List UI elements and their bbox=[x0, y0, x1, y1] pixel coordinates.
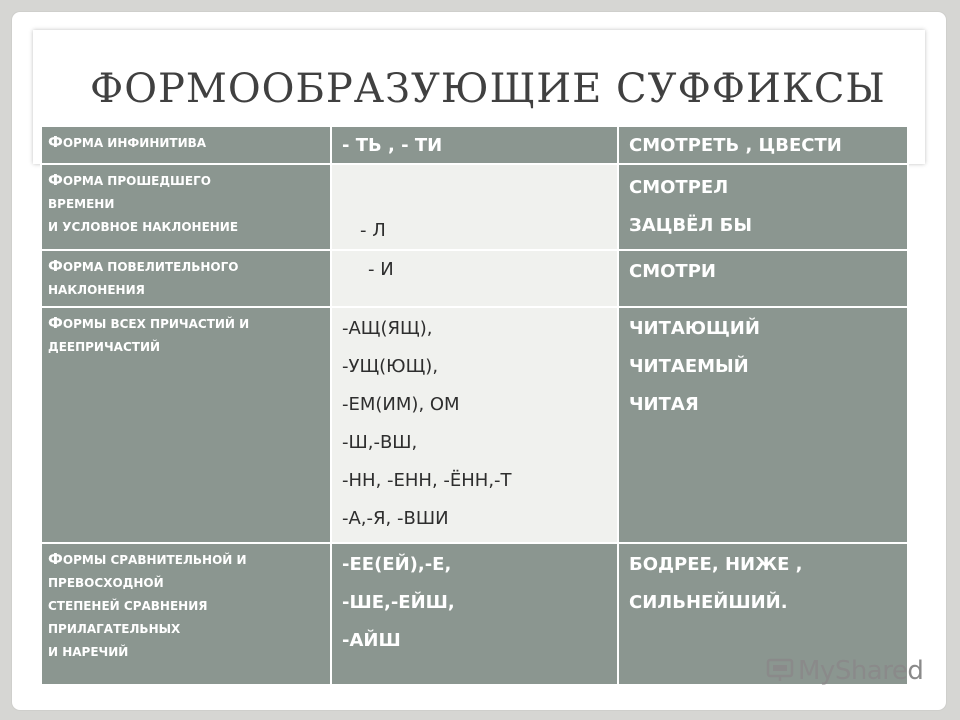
suffix-line: -УЩ(ЮЩ), bbox=[342, 356, 439, 377]
form-line: ОРМА ИНФИНИТИВА bbox=[62, 136, 207, 150]
suffix-line: - И bbox=[368, 259, 394, 280]
form-line: СТЕПЕНЕЙ СРАВНЕНИЯ bbox=[48, 599, 208, 613]
presentation-icon bbox=[766, 658, 794, 682]
suffix-cell bbox=[331, 307, 618, 543]
form-line: ПРИЛАГАТЕЛЬНЫХ bbox=[48, 622, 181, 636]
form-line: ОРМА ПОВЕЛИТЕЛЬНОГО bbox=[62, 260, 239, 274]
suffix-line: - ТЬ , - ТИ bbox=[342, 135, 443, 156]
form-cell bbox=[41, 543, 331, 685]
example-line: ЗАЦВЁЛ БЫ bbox=[629, 215, 753, 236]
suffix-cell bbox=[331, 164, 618, 250]
form-cell bbox=[41, 126, 331, 164]
form-line: ВРЕМЕНИ bbox=[48, 197, 115, 211]
suffix-cell bbox=[331, 543, 618, 685]
form-line: ОРМА ПРОШЕДШЕГО bbox=[62, 174, 211, 188]
table-row bbox=[41, 164, 908, 250]
form-line: И НАРЕЧИЙ bbox=[48, 645, 129, 659]
example-line: СМОТРИ bbox=[629, 261, 716, 282]
suffix-cell bbox=[331, 250, 618, 307]
suffix-line: -АЩ(ЯЩ), bbox=[342, 318, 433, 339]
table-row bbox=[41, 126, 908, 164]
example-line: СИЛЬНЕЙШИЙ. bbox=[629, 592, 788, 613]
example-line: ЧИТАЕМЫЙ bbox=[629, 356, 749, 377]
example-cell bbox=[618, 307, 908, 543]
form-cap: Ф bbox=[48, 133, 63, 151]
watermark bbox=[766, 656, 923, 686]
form-cap: Ф bbox=[48, 314, 63, 332]
suffix-line: -АЙШ bbox=[342, 630, 401, 651]
slide-title: ФОРМООБРАЗУЮЩИЕ СУФФИКСЫ bbox=[90, 66, 886, 112]
suffix-line: - Л bbox=[360, 220, 386, 241]
example-cell bbox=[618, 250, 908, 307]
example-line: ЧИТАЯ bbox=[629, 394, 699, 415]
example-line: СМОТРЕТЬ , ЦВЕСТИ bbox=[629, 135, 842, 156]
suffix-line: -НН, -ЕНН, -ЁНН,-Т bbox=[342, 470, 512, 491]
form-line: ПРЕВОСХОДНОЙ bbox=[48, 576, 164, 590]
example-line: СМОТРЕЛ bbox=[629, 177, 729, 198]
example-cell bbox=[618, 126, 908, 164]
suffix-line: -Ш,-ВШ, bbox=[342, 432, 418, 453]
example-line: ЧИТАЮЩИЙ bbox=[629, 318, 760, 339]
table-row bbox=[41, 307, 908, 543]
suffix-line: -ЕЕ(ЕЙ),-Е, bbox=[342, 554, 452, 575]
suffix-line: -ШЕ,-ЕЙШ, bbox=[342, 592, 455, 613]
suffix-cell bbox=[331, 126, 618, 164]
form-line: ОРМЫ СРАВНИТЕЛЬНОЙ И bbox=[62, 553, 247, 567]
form-line: И УСЛОВНОЕ НАКЛОНЕНИЕ bbox=[48, 220, 239, 234]
suffix-table bbox=[40, 125, 909, 686]
table-row bbox=[41, 250, 908, 307]
form-cell bbox=[41, 307, 331, 543]
form-cell bbox=[41, 164, 331, 250]
form-line: ОРМЫ ВСЕХ ПРИЧАСТИЙ И bbox=[62, 317, 250, 331]
watermark-text: MyShared bbox=[798, 656, 924, 686]
form-cap: Ф bbox=[48, 550, 63, 568]
form-cap: Ф bbox=[48, 171, 63, 189]
form-line: НАКЛОНЕНИЯ bbox=[48, 283, 145, 297]
suffix-line: -ЕМ(ИМ), ОМ bbox=[342, 394, 460, 415]
suffix-line: -А,-Я, -ВШИ bbox=[342, 508, 449, 529]
form-line: ДЕЕПРИЧАСТИЙ bbox=[48, 340, 161, 354]
example-line: БОДРЕЕ, НИЖЕ , bbox=[629, 554, 803, 575]
example-cell bbox=[618, 164, 908, 250]
form-cap: Ф bbox=[48, 257, 63, 275]
form-cell bbox=[41, 250, 331, 307]
